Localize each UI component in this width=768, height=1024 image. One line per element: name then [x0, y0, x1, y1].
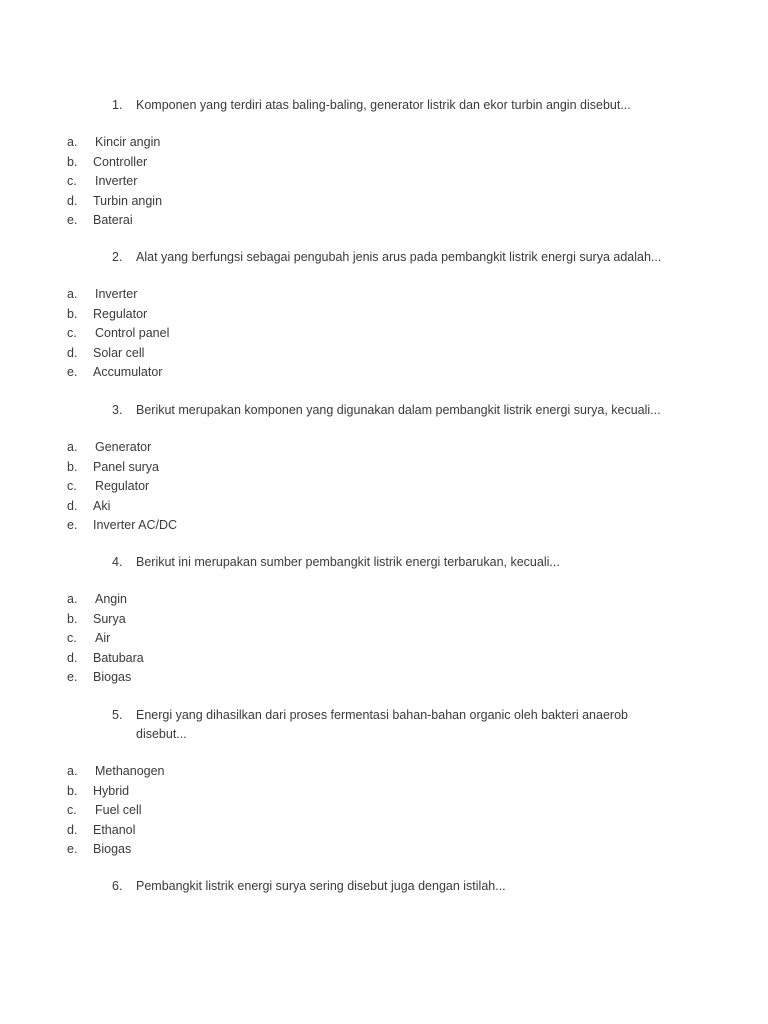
option-text: Surya — [93, 611, 126, 626]
option-letter: b. — [67, 154, 78, 169]
option-letter: a. — [67, 440, 78, 454]
option-text: Regulator — [93, 306, 148, 321]
option-text: Air — [95, 631, 111, 645]
option-text: Kincir angin — [95, 135, 161, 149]
option-letter: e. — [67, 842, 78, 856]
option-text: Methanogen — [95, 764, 165, 778]
option-text: Hybrid — [93, 783, 130, 798]
option-letter: c. — [67, 326, 77, 340]
question-number: 6. — [112, 879, 123, 893]
question-text: Berikut merupakan komponen yang digunakan dalam pembangkit listrik energi surya, kecuali... — [136, 403, 661, 417]
option-text: Inverter AC/DC — [93, 518, 178, 532]
option-letter: b. — [67, 783, 78, 798]
question-text: Pembangkit listrik energi surya sering disebut juga dengan istilah... — [136, 879, 506, 893]
question-2 — [112, 248, 672, 267]
option-text: Angin — [95, 592, 127, 606]
option-letter: b. — [67, 459, 78, 474]
option-letter: a. — [67, 592, 78, 606]
question-text: Berikut ini merupakan sumber pembangkit listrik energi terbarukan, kecuali... — [136, 555, 560, 569]
option-letter: c. — [67, 803, 77, 817]
option-text: Panel surya — [93, 459, 160, 474]
option-letter: b. — [67, 611, 78, 626]
question-number: 5. — [112, 708, 123, 722]
question-3 — [112, 401, 672, 420]
option-letter: b. — [67, 306, 78, 321]
option-text: Regulator — [95, 479, 150, 493]
option-letter: a. — [67, 135, 78, 149]
question-text: Komponen yang terdiri atas baling-baling, generator listrik dan ekor turbin angin disebut... — [136, 98, 631, 112]
question-number: 4. — [112, 555, 123, 569]
option-letter: c. — [67, 479, 77, 493]
option-letter: e. — [67, 213, 78, 227]
option-letter: d. — [67, 193, 78, 208]
option-letter: c. — [67, 631, 77, 645]
option-text: Solar cell — [93, 345, 145, 360]
option-letter: a. — [67, 764, 78, 778]
question-text: Energi yang dihasilkan dari proses fermentasi bahan-bahan organic oleh bakteri anaerob disebut... — [136, 708, 628, 741]
option-letter: c. — [67, 174, 77, 188]
option-text: Inverter — [95, 287, 138, 301]
option-letter: d. — [67, 345, 78, 360]
option-text: Batubara — [93, 650, 144, 665]
question-number: 2. — [112, 250, 123, 264]
question-text: Alat yang berfungsi sebagai pengubah jenis arus pada pembangkit listrik energi surya adalah... — [136, 250, 662, 264]
option-letter: a. — [67, 287, 78, 301]
option-text: Generator — [95, 440, 152, 454]
option-letter: d. — [67, 822, 78, 837]
option-text: Controller — [93, 154, 148, 169]
option-letter: e. — [67, 518, 78, 532]
option-text: Baterai — [93, 213, 133, 227]
question-6 — [112, 877, 672, 896]
question-4 — [112, 553, 672, 572]
option-text: Inverter — [95, 174, 138, 188]
option-letter: e. — [67, 365, 78, 379]
option-text: Biogas — [93, 842, 132, 856]
option-letter: e. — [67, 670, 78, 684]
question-number: 1. — [112, 98, 123, 112]
option-text: Biogas — [93, 670, 132, 684]
question-number: 3. — [112, 403, 123, 417]
option-letter: d. — [67, 498, 78, 513]
question-1 — [112, 96, 672, 115]
question-5 — [112, 706, 652, 744]
option-text: Turbin angin — [93, 193, 163, 208]
option-text: Aki — [93, 498, 111, 513]
option-text: Accumulator — [93, 365, 163, 379]
option-letter: d. — [67, 650, 78, 665]
option-text: Control panel — [95, 326, 170, 340]
option-text: Ethanol — [93, 822, 136, 837]
option-text: Fuel cell — [95, 803, 142, 817]
